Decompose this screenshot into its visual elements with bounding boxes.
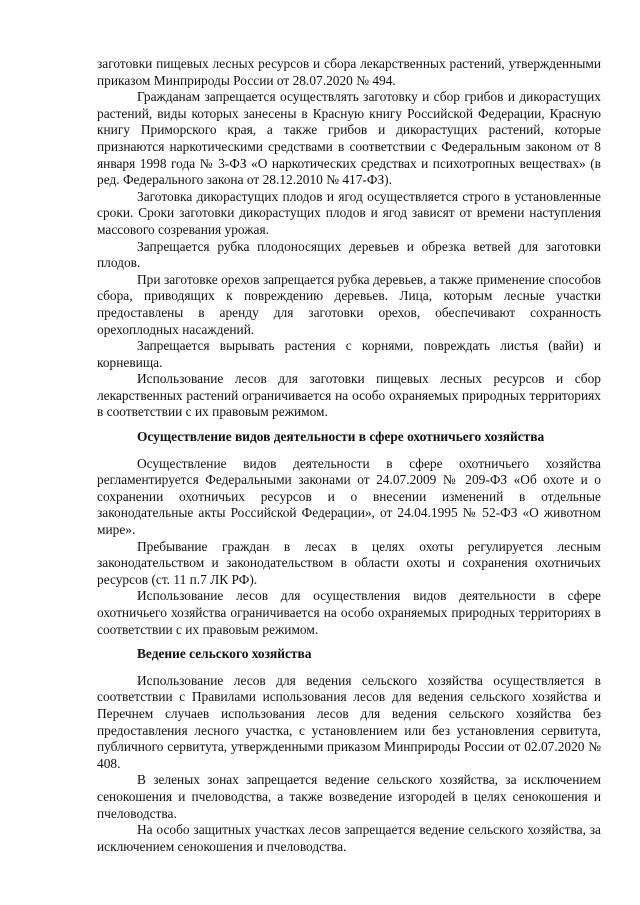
paragraph: При заготовке орехов запрещается рубка деревьев, а также применение способов сбора, приводящих к повреждению деревьев. Лица, которым лесные участки предоставлены в аренду для заготовки орехов, обеспечивают сохранность орехоплодных насаждений.	[97, 271, 601, 337]
paragraph: Использование лесов для ведения сельского хозяйства осуществляется в соответствии с Правилами использования лесов для ведения сельского хозяйства и Перечнем случаев использования лесов для ведения сельского хозяйства без предоставления лесного участка, с установлением или без установления сервитута, публичного сервитута, утвержденными приказом Минприроды России от 02.07.2020 № 408.	[97, 672, 601, 771]
section-heading-hunting: Осуществление видов деятельности в сфере охотничьего хозяйства	[137, 429, 545, 445]
paragraph: В зеленых зонах запрещается ведение сельского хозяйства, за исключением сенокошения и пчеловодства, а также возведение изгородей в целях сенокошения и пчеловодства.	[97, 772, 601, 821]
paragraph: Запрещается вырывать растения с корнями, повреждать листья (вайи) и корневища.	[97, 338, 601, 370]
document-body	[97, 56, 601, 855]
paragraph: Осуществление видов деятельности в сфере охотничьего хозяйства регламентируется Федеральными законами от 24.07.2009 № 209-ФЗ «Об охоте и о сохранении охотничьих ресурсов и о внесении изменений в отдельные законодательные акты Российской Федерации», от 24.04.1995 № 52-ФЗ «О животном мире».	[97, 455, 601, 538]
paragraph: На особо защитных участках лесов запрещается ведение сельского хозяйства, за исключением сенокошения и пчеловодства.	[97, 822, 601, 854]
paragraph: Запрещается рубка плодоносящих деревьев и обрезка ветвей для заготовки плодов.	[97, 238, 601, 271]
paragraph: Гражданам запрещается осуществлять заготовку и сбор грибов и дикорастущих растений, виды которых занесены в Красную книгу Российской Федерации, Красную книгу Приморского края, а также грибов и дикорастущих растений, которые признаются наркотическими средствами в соответствии с Федеральным законом от 8 января 1998 года № 3-ФЗ «О наркотических средствах и психотропных веществах» (в ред. Федерального закона от 28.12.2010 № 417-ФЗ).	[97, 89, 601, 188]
paragraph: Пребывание граждан в лесах в целях охоты регулируется лесным законодательством и законодательством в области охоты и сохранения охотничьих ресурсов (ст. 11 п.7 ЛК РФ).	[97, 538, 601, 587]
paragraph: заготовки пищевых лесных ресурсов и сбора лекарственных растений, утвержденными приказом Минприроды России от 28.07.2020 № 494.	[97, 56, 601, 88]
section-heading-agriculture: Ведение сельского хозяйства	[137, 646, 312, 662]
paragraph: Заготовка дикорастущих плодов и ягод осуществляется строго в установленные сроки. Сроки заготовки дикорастущих плодов и ягод зависят от времени наступления массового созревания урожая.	[97, 188, 601, 237]
paragraph: Использование лесов для осуществления видов деятельности в сфере охотничьего хозяйства ограничивается на особо охраняемых природных территориях в соответствии с их правовым режимом.	[97, 588, 601, 637]
paragraph: Использование лесов для заготовки пищевых лесных ресурсов и сбор лекарственных растений ограничивается на особо охраняемых природных территориях в соответствии с их правовым режимом.	[97, 371, 601, 420]
